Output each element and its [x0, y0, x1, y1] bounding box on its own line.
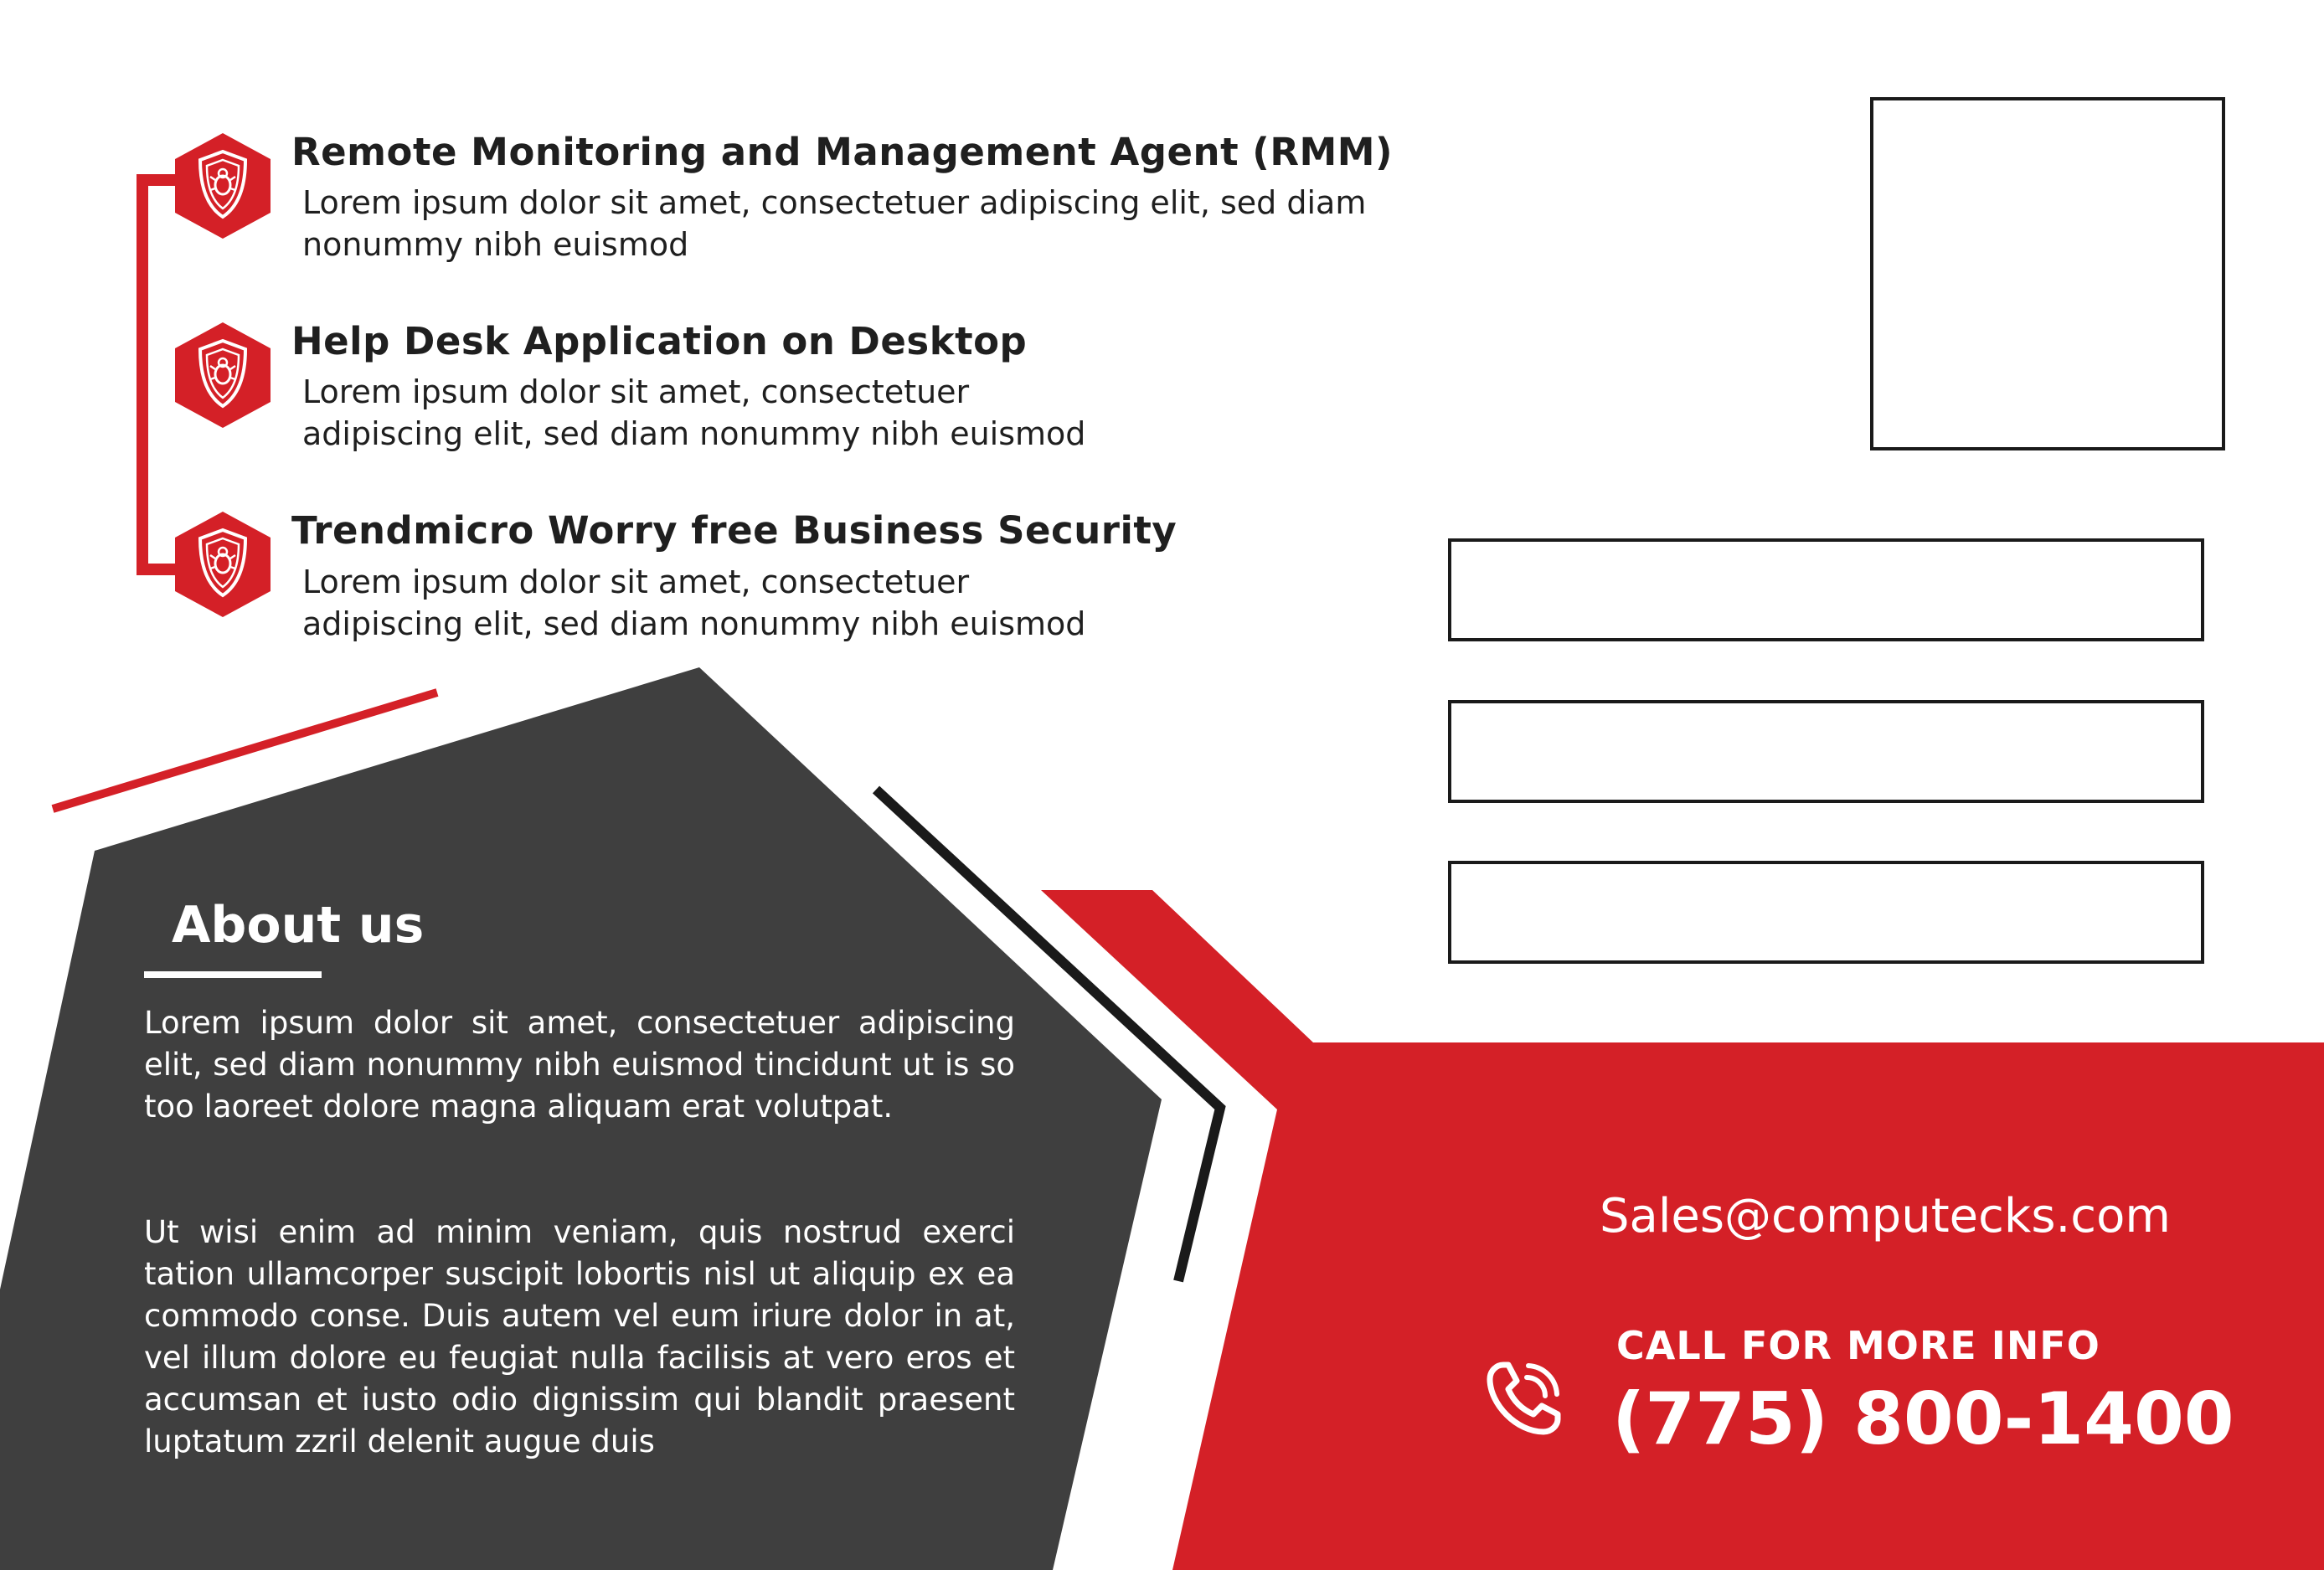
about-paragraph: Ut wisi enim ad minim veniam, quis nostrud exerci tation ullamcorper suscipit lobortis nisl ut aliquip ex ea commodo conse. Duis autem vel eum iriure dolor in at, vel illum dolore eu feugiat nulla facilisis at vero eros et accumsan et iusto odio dignissim qui blandit praesent luptatum zzril delenit augue duis [144, 1214, 1015, 1459]
about-paragraph: Lorem ipsum dolor sit amet, consectetuer adipiscing elit, sed diam nonummy nibh euismod tincidunt ut is so too laoreet dolore magna aliquam erat volutpat. [144, 1005, 1015, 1125]
feature-description-line: adipiscing elit, sed diam nonummy nibh euismod [302, 415, 1086, 452]
shield-bug-icon [173, 321, 272, 430]
feature-description-line: Lorem ipsum dolor sit amet, consectetuer adipiscing elit, sed diam [302, 184, 1367, 221]
feature-title: Trendmicro Worry free Business Security [291, 508, 1177, 553]
feature-description-line: Lorem ipsum dolor sit amet, consectetuer [302, 564, 970, 600]
address-line-box [1448, 861, 2204, 964]
address-line-box [1448, 700, 2204, 803]
phone-number[interactable]: (775) 800-1400 [1612, 1377, 2234, 1461]
address-line-box [1448, 538, 2204, 641]
stamp-box [1870, 97, 2225, 450]
feature-description-line: nonummy nibh euismod [302, 226, 689, 263]
about-title: About us [172, 896, 425, 955]
shield-bug-icon [173, 510, 272, 619]
email-link[interactable]: Sales@computecks.com [1600, 1189, 2171, 1243]
shield-bug-icon [173, 131, 272, 240]
feature-title: Help Desk Application on Desktop [291, 319, 1028, 363]
feature-description-line: adipiscing elit, sed diam nonummy nibh euismod [302, 605, 1086, 642]
feature-description-line: Lorem ipsum dolor sit amet, consectetuer [302, 373, 970, 410]
call-to-action-label: CALL FOR MORE INFO [1616, 1323, 2100, 1368]
feature-title: Remote Monitoring and Management Agent (RMM) [291, 130, 1394, 174]
about-title-underline [144, 971, 322, 978]
phone-ringing-icon [1478, 1352, 1570, 1444]
